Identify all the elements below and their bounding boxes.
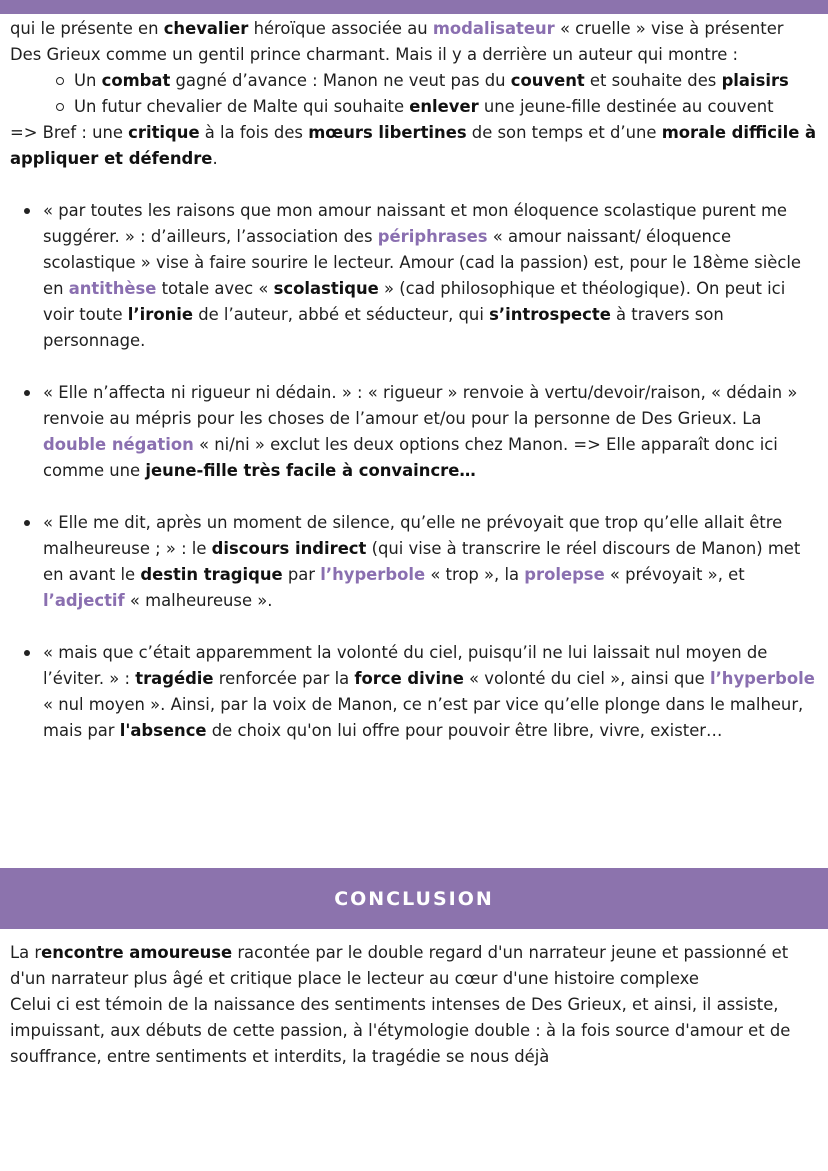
bullet-item: « Elle me dit, après un moment de silence, qu’elle ne prévoyait que trop qu’elle allait être malheureuse ; » : le discours indirect (qui vise à transcrire le réel discours de Manon) met en avant le destin tragique par l’hyperbole « trop », la prolepse « prévoyait », et l’adjectif « malheureuse ». (43, 510, 818, 614)
analysis-bullets (10, 198, 818, 744)
bref-paragraph: => Bref : une critique à la fois des mœurs libertines de son temps et d’une morale difficile à appliquer et défendre. (10, 123, 817, 168)
top-color-bar (0, 0, 828, 14)
analysis-content (10, 16, 818, 744)
sub-list (10, 68, 818, 120)
conclusion-paragraph-2: Celui ci est témoin de la naissance des sentiments intenses de Des Grieux, et ainsi, il assiste, impuissant, aux débuts de cette passion, à l'étymologie double : à la fois source d'amour et de souffrance, entre sentiments et interdits, la tragédie se nous déjà (10, 995, 791, 1066)
conclusion-text (10, 940, 820, 1070)
bullet-item: « par toutes les raisons que mon amour naissant et mon éloquence scolastique purent me suggérer. » : d’ailleurs, l’association des périphrases « amour naissant/ éloquence scolastique » vise à faire sourire le lecteur. Amour (cad la passion) est, pour le 18ème siècle en antithèse totale avec « scolastique » (cad philosophique et théologique). On peut ici voir toute l’ironie de l’auteur, abbé et séducteur, qui s’introspecte à travers son personnage. (43, 198, 818, 354)
conclusion-heading: CONCLUSION (334, 887, 494, 910)
sub-list-item: Un futur chevalier de Malte qui souhaite enlever une jeune-fille destinée au couvent (74, 94, 818, 120)
bullet-item: « Elle n’affecta ni rigueur ni dédain. » : « rigueur » renvoie à vertu/devoir/raison, « dédain » renvoie au mépris pour les choses de l’amour et/ou pour la personne de Des Grieux. La double négation « ni/ni » exclut les deux options chez Manon. => Elle apparaît donc ici comme une jeune-fille très facile à convaincre… (43, 380, 818, 484)
sub-list-item: Un combat gagné d’avance : Manon ne veut pas du couvent et souhaite des plaisirs (74, 68, 818, 94)
conclusion-paragraph-1: La rencontre amoureuse racontée par le double regard d'un narrateur jeune et passionné et d'un narrateur plus âgé et critique place le lecteur au cœur d'une histoire complexe (10, 943, 789, 988)
conclusion-banner (0, 868, 828, 929)
intro-paragraph: qui le présente en chevalier héroïque associée au modalisateur « cruelle » vise à présenter Des Grieux comme un gentil prince charmant. Mais il y a derrière un auteur qui montre : (10, 19, 784, 64)
bullet-item: « mais que c’était apparemment la volonté du ciel, puisqu’il ne lui laissait nul moyen de l’éviter. » : tragédie renforcée par la force divine « volonté du ciel », ainsi que l’hyperbole « nul moyen ». Ainsi, par la voix de Manon, ce n’est par vice qu’elle plonge dans le malheur, mais par l'absence de choix qu'on lui offre pour pouvoir être libre, vivre, exister… (43, 640, 818, 744)
